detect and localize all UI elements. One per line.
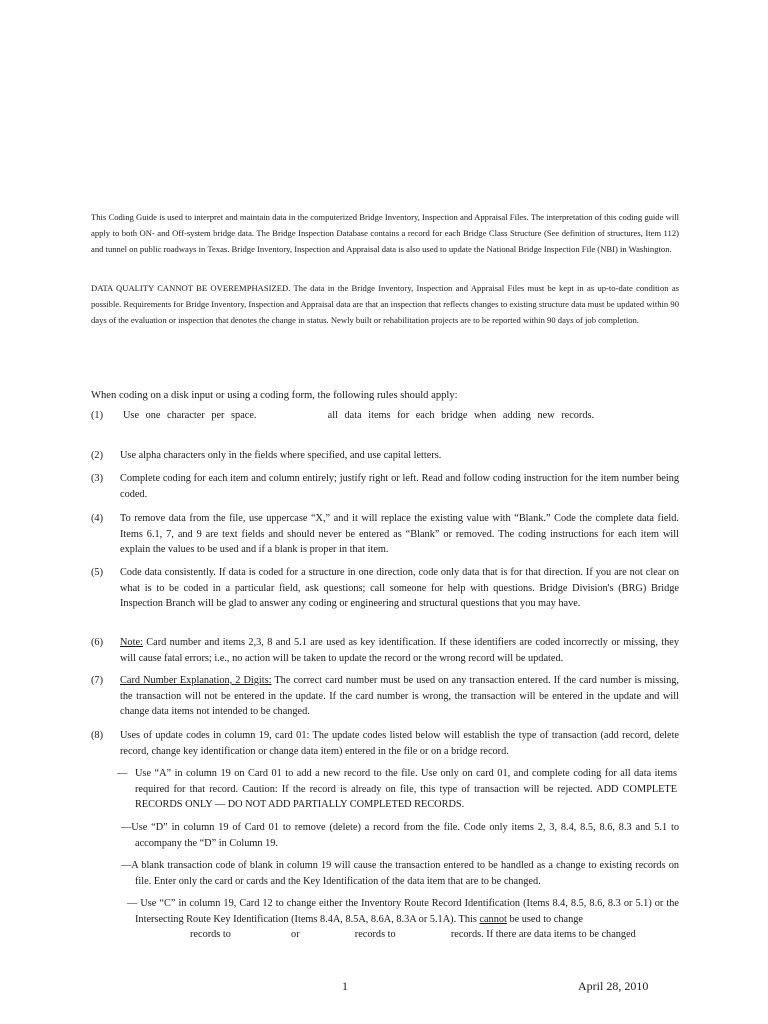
sub-item-blank-text: —A blank transaction code of blank in column 19 will cause the transaction entered to be handled as a change to existing records on file. Enter only the card or cards and the Key Identification of the data item that are to be changed. [121, 860, 679, 887]
rule-text: Code data consistently. If data is coded for a structure in one direction, code only data that is for that direction. If you are not clear on what is to be coded in a particular field, ask questions; call someone for help with questions. Bridge Division's (BRG) Bridge Inspection Branch will be glad to answer any coding or engineering and structural questions that you may have. [120, 567, 679, 609]
rule-text: The correct card number must be used on any transaction entered. If the card number is missing, the transaction will not be entered in the update. If the card number is wrong, the transaction will be entered in the update and will change data items not intended to be changed. [120, 675, 679, 717]
rule-item-5 [91, 565, 679, 612]
rule-number: (7) [91, 675, 104, 686]
footer-date: April 28, 2010 [578, 979, 649, 993]
intro-paragraph-2: DATA QUALITY CANNOT BE OVEREMPHASIZED. The data in the Bridge Inventory, Inspection and Appraisal Files must be kept in as up-to-date condition as possible. Requirements for Bridge Inventory, Inspection and Appraisal data are that an inspection that reflects changes to existing structure data must be updated within 90 days of the evaluation or inspection that denotes the change in status. Newly built or rehabilitation projects are to be reported within 90 days of job completion. [91, 283, 679, 325]
rule-text: To remove data from the file, use uppercase “X,” and it will replace the existing value with “Blank.” Code the complete data field. Items 6.1, 7, and 9 are text fields and should never be entered as “Blank” or removed. The coding instructions for each item will explain the values to be used and if a blank is proper in that item. [120, 513, 679, 555]
rule-text-part-a: Use one character per space. [123, 410, 257, 421]
rule-text: Use alpha characters only in the fields where specified, and use capital letters. [120, 450, 442, 461]
rule-number: (6) [91, 637, 104, 648]
rules-lead: When coding on a disk input or using a coding form, the following rules should apply: [91, 390, 458, 401]
rule-item-8 [91, 728, 679, 759]
note-label: Note: [120, 637, 143, 648]
rule-item-3 [91, 471, 679, 502]
rule-item-2 [91, 448, 679, 464]
sub-item-c-text: — Use “C” in column 19, Card 12 to change either the Inventory Route Record Identification (Items 8.4, 8.5, 8.6, 8.3 or 5.1) or the Intersecting Route Key Identification (Items 8.4A, 8.5A, 8.6A, 8.3A or 5.1A). This [127, 898, 679, 925]
rule-item-1 [91, 408, 679, 424]
rule-text-part-b: all data items for each bridge when adding new records. [327, 410, 595, 421]
rule-item-6 [91, 635, 679, 666]
sub-item-blank [121, 858, 679, 889]
rule-item-7 [91, 673, 679, 720]
sub-item-c [127, 896, 679, 943]
cannot-word: cannot [479, 913, 507, 925]
rule-number: (2) [91, 450, 104, 461]
c-line2-d: records. If there are data items to be changed [450, 929, 636, 940]
rule-text: Card number and items 2,3, 8 and 5.1 are used as key identification. If these identifiers are coded incorrectly or missing, they will cause fatal errors; i.e., no action will be taken to update the record or the wrong record will be updated. [120, 637, 679, 664]
intro-paragraph-1: This Coding Guide is used to interpret and maintain data in the computerized Bridge Inventory, Inspection and Appraisal Files. The interpretation of this coding guide will apply to both ON- and Off-system bridge data. The Bridge Inspection Database contains a record for each Bridge Class Structure (See definition of structures, Item 112) and tunnel on public roadways in Texas. Bridge Inventory, Inspection and Appraisal data is also used to update the National Bridge Inspection File (NBI) in Washington. [91, 212, 679, 254]
c-line2-b: or [291, 929, 300, 940]
rule-number: (3) [91, 473, 104, 484]
rule-item-4 [91, 511, 679, 558]
card-number-label: Card Number Explanation, 2 Digits: [120, 675, 272, 686]
sub-item-d [121, 820, 679, 851]
sub-item-d-text: —Use “D” in column 19 of Card 01 to remove (delete) a record from the file. Code only items 2, 3, 8.4, 8.5, 8.6, 8.3 and 5.1 to accompany the “D” in Column 19. [121, 822, 679, 849]
sub-item-c-text-2: be used to change [509, 913, 583, 925]
sub-item-a-text: Use “A” in column 19 on Card 01 to add a new record to the file. Use only on card 01, and complete coding for all data items required for that record. Caution: If the record is already on file, this type of transaction will be rejected. ADD COMPLETE RECORDS ONLY — DO NOT ADD PARTIALLY COMPLETED RECORDS. [135, 768, 677, 810]
rule-number: (5) [91, 567, 104, 578]
page-number: 1 [342, 979, 348, 993]
sub-item-dash: — [117, 768, 128, 779]
rule-text: Complete coding for each item and column entirely; justify right or left. Read and follow coding instruction for the item number being coded. [120, 473, 679, 500]
c-line2-c: records to [354, 929, 396, 940]
rule-number: (1) [91, 410, 104, 421]
rule-text: Uses of update codes in column 19, card 01: The update codes listed below will establish the type of transaction (add record, delete record, change key identification or change data item) entered in the file or on a bridge record. [120, 730, 679, 757]
c-line2-a: records to [190, 929, 231, 940]
sub-item-a [117, 766, 677, 813]
rule-number: (4) [91, 513, 104, 524]
rule-number: (8) [91, 730, 104, 741]
